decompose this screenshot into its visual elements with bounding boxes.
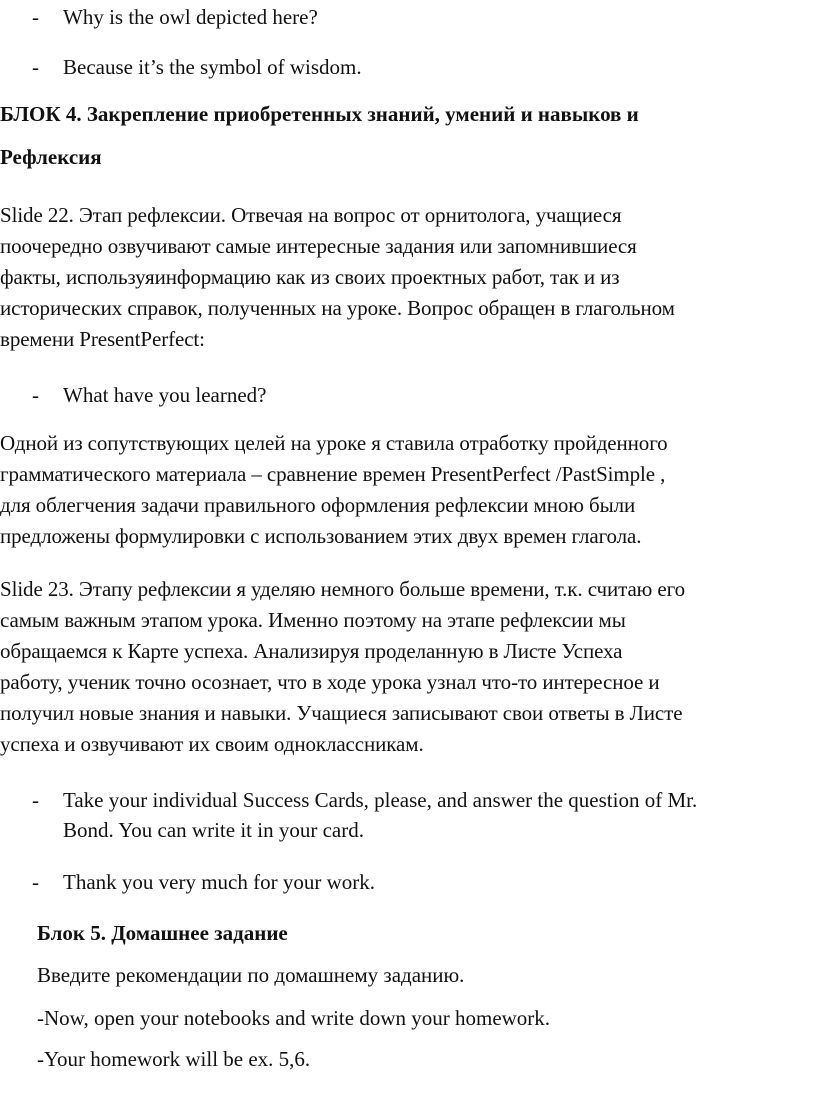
block5-intro: Введите рекомендации по домашнему заданию. (37, 963, 465, 987)
dialog-text-line: Bond. You can write it in your card. (63, 818, 364, 842)
paragraph-line: исторических справок, полученных на уроке. Вопрос обращен в глагольном (0, 296, 675, 320)
paragraph-line: предложены формулировки с использованием этих двух времен глагола. (0, 524, 642, 548)
dialog-text: What have you learned? (63, 383, 267, 407)
block4-heading-line2: Рефлексия (0, 145, 102, 169)
paragraph-line: самым важным этапом урока. Именно поэтому на этапе рефлексии мы (0, 608, 626, 632)
block5-line2: -Your homework will be ex. 5,6. (37, 1047, 311, 1071)
dialog-text (63, 785, 812, 845)
paragraph-line: успеха и озвучивают их своим одноклассникам. (0, 732, 424, 756)
dash-marker: - (32, 383, 39, 407)
dialog-text: Thank you very much for your work. (63, 870, 376, 894)
paragraph-slide23 (0, 574, 814, 760)
block5-heading: Блок 5. Домашнее задание (37, 921, 288, 945)
paragraph-line: поочередно озвучивают самые интересные задания или запомнившиеся (0, 234, 637, 258)
paragraph-line: Slide 22. Этап рефлексии. Отвечая на вопрос от орнитолога, учащиеся (0, 203, 622, 227)
paragraph-line: обращаемся к Карте успеха. Анализируя проделанную в Листе Успеха (0, 639, 623, 663)
paragraph-line: факты, используяинформацию как из своих проектных работ, так и из (0, 265, 620, 289)
dialog-text: Because it’s the symbol of wisdom. (63, 55, 362, 79)
paragraph-goal (0, 428, 814, 552)
paragraph-line: работу, ученик точно осознает, что в ходе урока узнал что-то интересное и (0, 670, 660, 694)
paragraph-line: Одной из сопутствующих целей на уроке я ставила отработку пройденного (0, 431, 668, 455)
paragraph-line: Slide 23. Этапу рефлексии я уделяю немного больше времени, т.к. считаю его (0, 577, 686, 601)
dialog-text-line: Take your individual Success Cards, please, and answer the question of Mr. (63, 788, 698, 812)
dialog-text: Why is the owl depicted here? (63, 5, 318, 29)
paragraph-line: для облегчения задачи правильного оформления рефлексии мною были (0, 493, 636, 517)
paragraph-slide22 (0, 200, 814, 355)
dash-marker: - (32, 55, 39, 79)
dash-marker: - (32, 788, 39, 812)
dash-marker: - (32, 5, 39, 29)
paragraph-line: грамматического материала – сравнение времен PresentPerfect /PastSimple , (0, 462, 666, 486)
paragraph-line: времени PresentPerfect: (0, 327, 205, 351)
dash-marker: - (32, 870, 39, 894)
paragraph-line: получил новые знания и навыки. Учащиеся записывают свои ответы в Листе (0, 701, 683, 725)
block4-heading-line1: БЛОК 4. Закрепление приобретенных знаний, умений и навыков и (0, 102, 639, 126)
block5-line1: -Now, open your notebooks and write down your homework. (37, 1006, 551, 1030)
